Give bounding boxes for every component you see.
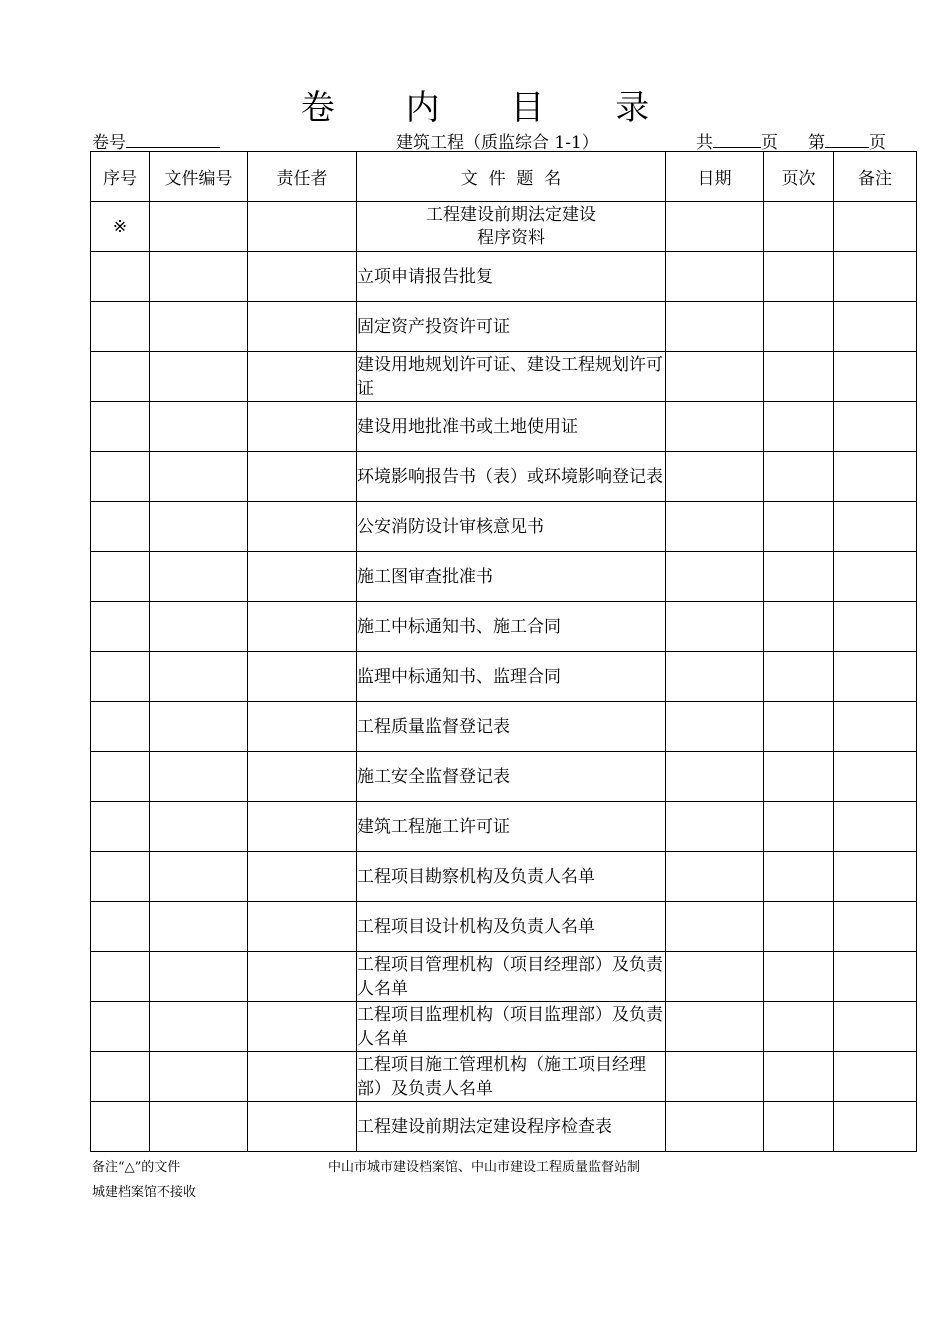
empty-cell xyxy=(764,752,834,802)
empty-cell xyxy=(666,902,764,952)
empty-cell xyxy=(834,902,917,952)
empty-cell xyxy=(764,1052,834,1102)
table-row xyxy=(91,602,917,652)
empty-cell xyxy=(764,702,834,752)
empty-cell xyxy=(666,952,764,1002)
empty-cell xyxy=(834,852,917,902)
empty-cell xyxy=(764,852,834,902)
empty-cell xyxy=(666,302,764,352)
empty-cell xyxy=(666,552,764,602)
table-row xyxy=(91,902,917,952)
empty-cell xyxy=(666,402,764,452)
page-count xyxy=(696,128,886,153)
empty-cell xyxy=(666,802,764,852)
col-header-file-number: 文件编号 xyxy=(150,152,248,202)
empty-cell xyxy=(764,952,834,1002)
empty-cell xyxy=(764,502,834,552)
empty-cell xyxy=(248,902,357,952)
document-title: 卷 内 目 录 xyxy=(300,88,680,128)
empty-cell xyxy=(150,1052,248,1102)
empty-cell xyxy=(248,352,357,402)
table-row xyxy=(91,752,917,802)
col-header-date: 日期 xyxy=(666,152,764,202)
empty-cell xyxy=(834,502,917,552)
table-row xyxy=(91,502,917,552)
empty-cell xyxy=(764,1102,834,1152)
empty-cell xyxy=(248,702,357,752)
empty-cell xyxy=(834,252,917,302)
empty-cell xyxy=(764,402,834,452)
empty-cell xyxy=(666,202,764,252)
table-row xyxy=(91,652,917,702)
file-title-cell: 建设用地规划许可证、建设工程规划许可证 xyxy=(357,352,666,402)
file-title-cell: 固定资产投资许可证 xyxy=(357,302,666,352)
section-title xyxy=(357,202,666,252)
document-subtitle: 建筑工程（质监综合 1-1） xyxy=(396,133,599,153)
table-row xyxy=(91,1102,917,1152)
table-row xyxy=(91,802,917,852)
table-row xyxy=(91,1002,917,1052)
empty-cell xyxy=(248,502,357,552)
volume-label: 卷号 xyxy=(92,133,126,153)
empty-cell xyxy=(91,1102,150,1152)
empty-cell xyxy=(666,352,764,402)
empty-cell xyxy=(248,752,357,802)
catalog-table xyxy=(90,151,917,1152)
empty-cell xyxy=(150,302,248,352)
col-header-responsible: 责任者 xyxy=(248,152,357,202)
file-title-cell: 施工图审查批准书 xyxy=(357,552,666,602)
empty-cell xyxy=(91,552,150,602)
table-row xyxy=(91,452,917,502)
file-title-cell: 工程项目勘察机构及负责人名单 xyxy=(357,852,666,902)
empty-cell xyxy=(150,752,248,802)
empty-cell xyxy=(91,252,150,302)
empty-cell xyxy=(248,402,357,452)
file-title-cell: 工程项目设计机构及负责人名单 xyxy=(357,902,666,952)
empty-cell xyxy=(764,602,834,652)
empty-cell xyxy=(764,252,834,302)
empty-cell xyxy=(834,452,917,502)
empty-cell xyxy=(91,1002,150,1052)
empty-cell xyxy=(91,352,150,402)
file-title-cell: 环境影响报告书（表）或环境影响登记表 xyxy=(357,452,666,502)
table-row xyxy=(91,252,917,302)
table-row xyxy=(91,1052,917,1102)
empty-cell xyxy=(150,1002,248,1052)
empty-cell xyxy=(248,302,357,352)
empty-cell xyxy=(666,502,764,552)
table-row xyxy=(91,852,917,902)
footer-issuer: 中山市城市建设档案馆、中山市建设工程质量监督站制 xyxy=(328,1160,641,1175)
empty-cell xyxy=(150,252,248,302)
empty-cell xyxy=(834,952,917,1002)
file-title-cell: 工程质量监督登记表 xyxy=(357,702,666,752)
table-row xyxy=(91,552,917,602)
empty-cell xyxy=(834,1102,917,1152)
empty-cell xyxy=(666,1052,764,1102)
table-row xyxy=(91,302,917,352)
empty-cell xyxy=(248,602,357,652)
empty-cell xyxy=(150,952,248,1002)
empty-cell xyxy=(91,702,150,752)
table-row xyxy=(91,702,917,752)
empty-cell xyxy=(764,302,834,352)
file-title-cell: 工程项目施工管理机构（施工项目经理部）及负责人名单 xyxy=(357,1052,666,1102)
empty-cell xyxy=(150,452,248,502)
empty-cell xyxy=(150,1102,248,1152)
table-row xyxy=(91,352,917,402)
empty-cell xyxy=(834,602,917,652)
header-info-line xyxy=(92,128,897,152)
empty-cell xyxy=(150,602,248,652)
empty-cell xyxy=(834,552,917,602)
empty-cell xyxy=(150,852,248,902)
col-header-page: 页次 xyxy=(764,152,834,202)
sheet-no-label: 第 xyxy=(808,133,825,153)
empty-cell xyxy=(834,1052,917,1102)
empty-cell xyxy=(91,852,150,902)
empty-cell xyxy=(834,652,917,702)
empty-cell xyxy=(834,1002,917,1052)
file-title-cell: 施工中标通知书、施工合同 xyxy=(357,602,666,652)
file-title-cell: 建设用地批准书或土地使用证 xyxy=(357,402,666,452)
empty-cell xyxy=(248,552,357,602)
empty-cell xyxy=(91,602,150,652)
empty-cell xyxy=(91,802,150,852)
empty-cell xyxy=(91,402,150,452)
empty-cell xyxy=(150,352,248,402)
table-row xyxy=(91,952,917,1002)
empty-cell xyxy=(666,602,764,652)
empty-cell xyxy=(764,352,834,402)
empty-cell xyxy=(150,802,248,852)
file-title-cell: 公安消防设计审核意见书 xyxy=(357,502,666,552)
empty-cell xyxy=(91,952,150,1002)
table-row xyxy=(91,402,917,452)
empty-cell xyxy=(834,802,917,852)
file-title-cell: 监理中标通知书、监理合同 xyxy=(357,652,666,702)
empty-cell xyxy=(764,652,834,702)
empty-cell xyxy=(666,652,764,702)
empty-cell xyxy=(666,252,764,302)
volume-number-blank xyxy=(126,131,220,148)
file-title-cell: 工程项目监理机构（项目监理部）及负责人名单 xyxy=(357,1002,666,1052)
empty-cell xyxy=(150,402,248,452)
col-header-file-title: 文 件 题 名 xyxy=(357,152,666,202)
empty-cell xyxy=(150,902,248,952)
empty-cell xyxy=(150,652,248,702)
empty-cell xyxy=(666,852,764,902)
empty-cell xyxy=(248,652,357,702)
empty-cell xyxy=(248,452,357,502)
empty-cell xyxy=(834,752,917,802)
section-row xyxy=(91,202,917,252)
footer-note-line-1: 备注“△”的文件 xyxy=(92,1160,181,1175)
empty-cell xyxy=(764,1002,834,1052)
empty-cell xyxy=(666,702,764,752)
empty-cell xyxy=(834,702,917,752)
file-title-cell: 工程项目管理机构（项目经理部）及负责人名单 xyxy=(357,952,666,1002)
empty-cell xyxy=(834,302,917,352)
empty-cell xyxy=(764,902,834,952)
col-header-remarks: 备注 xyxy=(834,152,917,202)
empty-cell xyxy=(666,452,764,502)
empty-cell xyxy=(834,202,917,252)
page-label-2: 页 xyxy=(869,133,886,153)
empty-cell xyxy=(91,1052,150,1102)
file-title-cell: 施工安全监督登记表 xyxy=(357,752,666,802)
sheet-number-blank xyxy=(825,131,869,148)
empty-cell xyxy=(764,452,834,502)
empty-cell xyxy=(91,302,150,352)
empty-cell xyxy=(666,752,764,802)
empty-cell xyxy=(248,802,357,852)
section-title-line-1: 工程建设前期法定建设 xyxy=(426,204,596,225)
empty-cell xyxy=(666,1102,764,1152)
empty-cell xyxy=(248,1002,357,1052)
empty-cell xyxy=(91,652,150,702)
footer-note-line-2: 城建档案馆不接收 xyxy=(92,1185,197,1200)
empty-cell xyxy=(248,952,357,1002)
empty-cell xyxy=(248,202,357,252)
file-title-cell: 工程建设前期法定建设程序检查表 xyxy=(357,1102,666,1152)
empty-cell xyxy=(248,252,357,302)
empty-cell xyxy=(248,1102,357,1152)
empty-cell xyxy=(150,702,248,752)
empty-cell xyxy=(91,752,150,802)
table-header-row xyxy=(91,152,917,202)
empty-cell xyxy=(834,402,917,452)
volume-number xyxy=(92,128,220,153)
file-title-cell: 立项申请报告批复 xyxy=(357,252,666,302)
empty-cell xyxy=(248,1052,357,1102)
section-mark: ※ xyxy=(91,202,150,252)
empty-cell xyxy=(91,452,150,502)
empty-cell xyxy=(248,852,357,902)
file-title-cell: 建筑工程施工许可证 xyxy=(357,802,666,852)
empty-cell xyxy=(150,552,248,602)
empty-cell xyxy=(834,352,917,402)
empty-cell xyxy=(764,202,834,252)
empty-cell xyxy=(150,502,248,552)
empty-cell xyxy=(666,1002,764,1052)
page-label: 页 xyxy=(761,133,778,153)
col-header-index: 序号 xyxy=(91,152,150,202)
empty-cell xyxy=(764,802,834,852)
empty-cell xyxy=(764,552,834,602)
total-pages-blank xyxy=(713,131,761,148)
empty-cell xyxy=(91,502,150,552)
empty-cell xyxy=(91,902,150,952)
total-label: 共 xyxy=(696,133,713,153)
section-title-line-2: 程序资料 xyxy=(477,227,545,248)
empty-cell xyxy=(150,202,248,252)
